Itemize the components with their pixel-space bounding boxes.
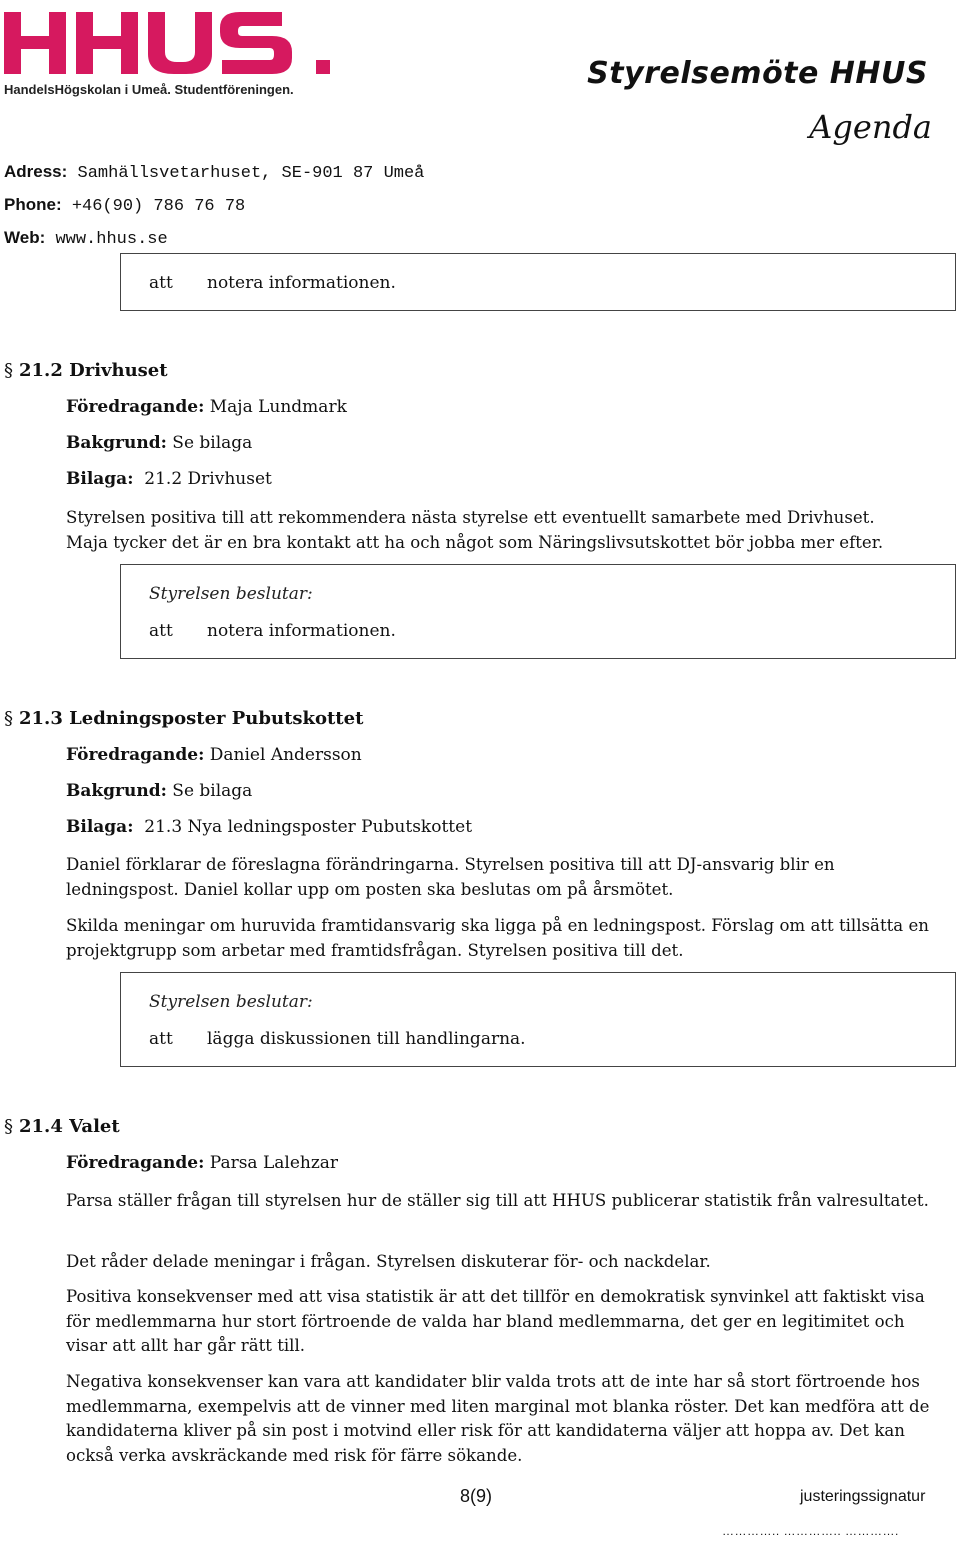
- section-heading-21-2: [4, 360, 168, 381]
- paragraph-symbol: §: [4, 1116, 13, 1137]
- signature-dots: ………….. ………….. ………….: [722, 1524, 899, 1538]
- decision-text: lägga diskussionen till handlingarna.: [207, 1029, 526, 1049]
- decision-att: att: [149, 621, 173, 641]
- signature-label: justeringssignatur: [800, 1488, 926, 1505]
- attachment-line: [66, 469, 272, 489]
- body-line: Styrelsen positiva till att rekommendera nästa styrelse ett eventuellt samarbete med Drivhuset.: [66, 508, 875, 527]
- hhus-logo: [4, 6, 334, 102]
- address-label: Adress:: [4, 162, 68, 181]
- decision-box: [120, 972, 956, 1067]
- document-subtitle: Agenda: [809, 108, 932, 146]
- presenter-line: [66, 1153, 338, 1173]
- background-line: [66, 781, 252, 801]
- paragraph-symbol: §: [4, 360, 13, 381]
- section-heading-21-4: [4, 1116, 120, 1137]
- decision-caption: Styrelsen beslutar:: [149, 584, 313, 604]
- body-paragraph: Daniel förklarar de föreslagna förändringarna. Styrelsen positiva till att DJ-ansvarig blir en ledningspost. Daniel kollar upp om posten ska beslutas om på årsmötet.: [66, 855, 835, 899]
- attachment-value: 21.2 Drivhuset: [144, 469, 272, 489]
- body-text: [66, 506, 936, 555]
- background-line: [66, 433, 252, 453]
- address-value: Samhällsvetarhuset, SE-901 87 Umeå: [77, 164, 425, 183]
- presenter-name: Parsa Lalehzar: [209, 1153, 339, 1173]
- web-label: Web:: [4, 228, 46, 247]
- body-paragraph: Skilda meningar om huruvida framtidansvarig ska ligga på en ledningspost. Förslag om att tillsätta en projektgrupp som arbetar med framtidsfrågan. Styrelsen positiva till det.: [66, 916, 929, 960]
- page-number: 8(9): [460, 1486, 493, 1506]
- attachment-label: Bilaga:: [66, 469, 134, 489]
- background-value: Se bilaga: [172, 781, 253, 801]
- section-title: 21.4 Valet: [19, 1116, 120, 1137]
- decision-text: notera informationen.: [207, 273, 396, 293]
- logo-tagline: HandelsHögskolan i Umeå. Studentföreningen.: [4, 82, 294, 97]
- background-value: Se bilaga: [172, 433, 253, 453]
- background-label: Bakgrund:: [66, 433, 167, 453]
- decision-caption: Styrelsen beslutar:: [149, 992, 313, 1012]
- presenter-label: Föredragande:: [66, 745, 205, 765]
- presenter-label: Föredragande:: [66, 397, 205, 417]
- web-line: [4, 228, 168, 249]
- section-title: 21.2 Drivhuset: [19, 360, 168, 381]
- phone-value: +46(90) 786 76 78: [71, 197, 246, 216]
- decision-box: [120, 564, 956, 659]
- presenter-name: Daniel Andersson: [209, 745, 362, 765]
- decision-att: att: [149, 273, 173, 293]
- body-paragraph: Det råder delade meningar i frågan. Styrelsen diskuterar för- och nackdelar.: [66, 1252, 711, 1271]
- decision-att: att: [149, 1029, 173, 1049]
- phone-line: [4, 195, 245, 216]
- attachment-line: [66, 817, 472, 837]
- section-heading-21-3: [4, 708, 363, 729]
- section-title: 21.3 Ledningsposter Pubutskottet: [19, 708, 364, 729]
- phone-label: Phone:: [4, 195, 62, 214]
- presenter-line: [66, 397, 347, 417]
- body-line: Maja tycker det är en bra kontakt att ha och något som Näringslivsutskottet bör jobba mer efter.: [66, 532, 884, 552]
- attachment-value: 21.3 Nya ledningsposter Pubutskottet: [144, 817, 473, 837]
- decision-text: notera informationen.: [207, 621, 396, 641]
- body-paragraph: Negativa konsekvenser kan vara att kandidater blir valda trots att de inte har så stort förtroende hos medlemmarna, exempelvis att de vinner med liten marginal mot blanka röster. Det kan medföra att de kandidaterna kliver på sin post i motvind eller risk för att kandidaterna väljer att hoppa av. Det kan också verka avskräckande med risk för färre sökande.: [66, 1372, 930, 1465]
- body-paragraph: Parsa ställer frågan till styrelsen hur de ställer sig till att HHUS publicerar statistik från valresultatet.: [66, 1191, 929, 1210]
- body-paragraph: Positiva konsekvenser med att visa statistik är att det tillför en demokratisk synvinkel att faktiskt visa för medlemmarna hur stort förtroende de valda har bland medlemmarna, det ger en legitimitet och visar att allt har går rätt till.: [66, 1287, 925, 1355]
- document-title: Styrelsemöte HHUS: [587, 56, 928, 91]
- paragraph-symbol: §: [4, 708, 13, 729]
- web-value: www.hhus.se: [55, 230, 168, 249]
- attachment-label: Bilaga:: [66, 817, 134, 837]
- address-line: [4, 162, 424, 183]
- decision-box-continued: [120, 253, 956, 311]
- presenter-name: Maja Lundmark: [209, 397, 347, 417]
- background-label: Bakgrund:: [66, 781, 167, 801]
- presenter-label: Föredragande:: [66, 1153, 205, 1173]
- presenter-line: [66, 745, 362, 765]
